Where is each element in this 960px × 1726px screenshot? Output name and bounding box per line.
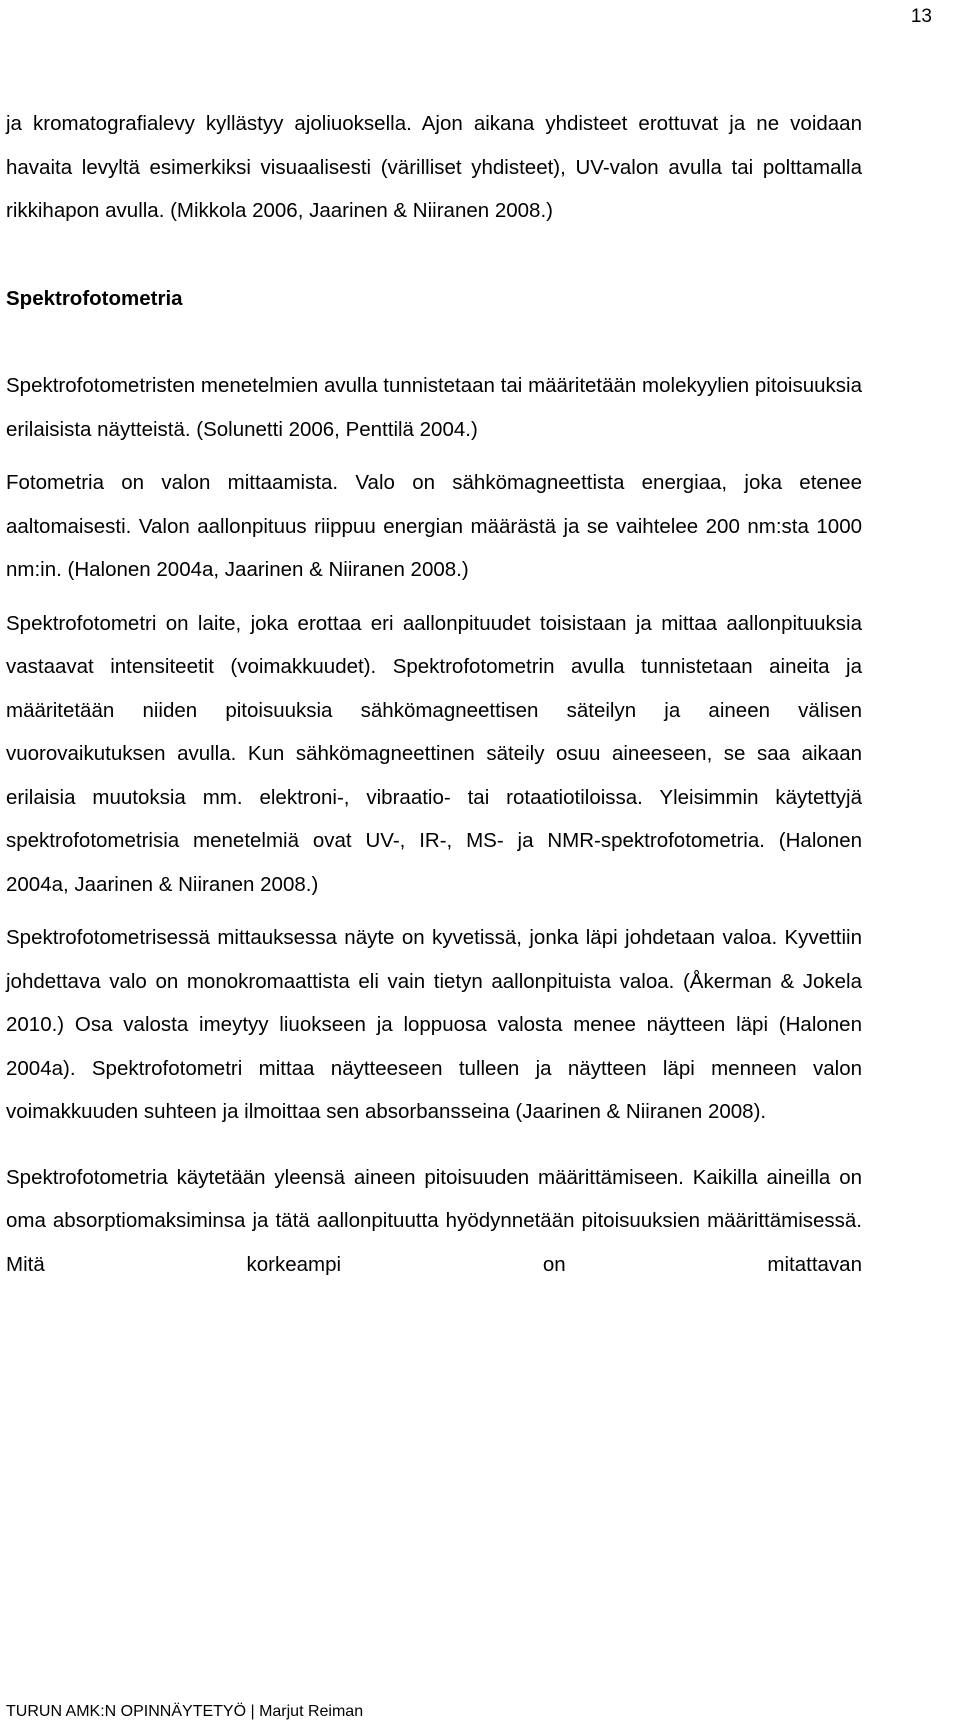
- paragraph-measurement: Spektrofotometrisessä mittauksessa näyte on kyvetissä, jonka läpi johdetaan valoa. Kyvettiin johdettava valo on monokromaattista eli vain tietyn aallonpituista valoa. (Åkerman & Jokela 2010.) Osa valosta imeytyy liuokseen ja loppuosa valosta menee näytteen läpi (Halonen 2004a). Spektrofotometri mittaa näytteeseen tulleen ja näytteen läpi menneen valon voimakkuuden suhteen ja ilmoittaa sen absorbansseina (Jaarinen & Niiranen 2008).: [6, 926, 862, 1123]
- paragraph-spectrophotometer: Spektrofotometri on laite, joka erottaa eri aallonpituudet toisistaan ja mittaa aallonpituuksia vastaavat intensiteetit (voimakkuudet). Spektrofotometrin avulla tunnistetaan aineita ja määritetään niiden pitoisuuksia sähkömagneettisen säteilyn ja aineen välisen vuorovaikutuksen avulla. Kun sähkömagneettinen säteily osuu aineeseen, se saa aikaan erilaisia muutoksia mm. elektroni-, vibraatio- tai rotaatiotiloissa. Yleisimmin käytettyjä spektrofotometrisia menetelmiä ovat UV-, IR-, MS- ja NMR-spektrofotometria. (Halonen 2004a, Jaarinen & Niiranen 2008.): [6, 611, 862, 896]
- section-heading: Spektrofotometria: [6, 286, 183, 310]
- footer: TURUN AMK:N OPINNÄYTETYÖ | Marjut Reiman: [6, 1703, 364, 1720]
- page-number: 13: [910, 6, 932, 27]
- paragraph-photometry: Fotometria on valon mittaamista. Valo on sähkömagneettista energiaa, joka etenee aaltomaisesti. Valon aallonpituus riippuu energian määrästä ja se vaihtelee 200 nm:sta 1000 nm:in. (Halonen 2004a, Jaarinen & Niiranen 2008.): [6, 471, 862, 581]
- paragraph-concentration: Spektrofotometria käytetään yleensä aineen pitoisuuden määrittämiseen. Kaikilla aineilla on oma absorptiomaksiminsa ja tätä aallonpituutta hyödynnetään pitoisuuksien määrittämisessä. Mitä korkeampi on mitattavan: [6, 1165, 862, 1276]
- paragraph-spectrophotometric-methods: Spektrofotometristen menetelmien avulla tunnistetaan tai määritetään molekyylien pitoisuuksia erilaisista näytteistä. (Solunetti 2006, Penttilä 2004.): [6, 374, 862, 441]
- paragraph-chromatography-end: ja kromatografialevy kyllästyy ajoliuoksella. Ajon aikana yhdisteet erottuvat ja ne voidaan havaita levyltä esimerkiksi visuaalisesti (värilliset yhdisteet), UV-valon avulla tai polttamalla rikkihapon avulla. (Mikkola 2006, Jaarinen & Niiranen 2008.): [6, 112, 862, 222]
- document-body: [6, 102, 862, 1286]
